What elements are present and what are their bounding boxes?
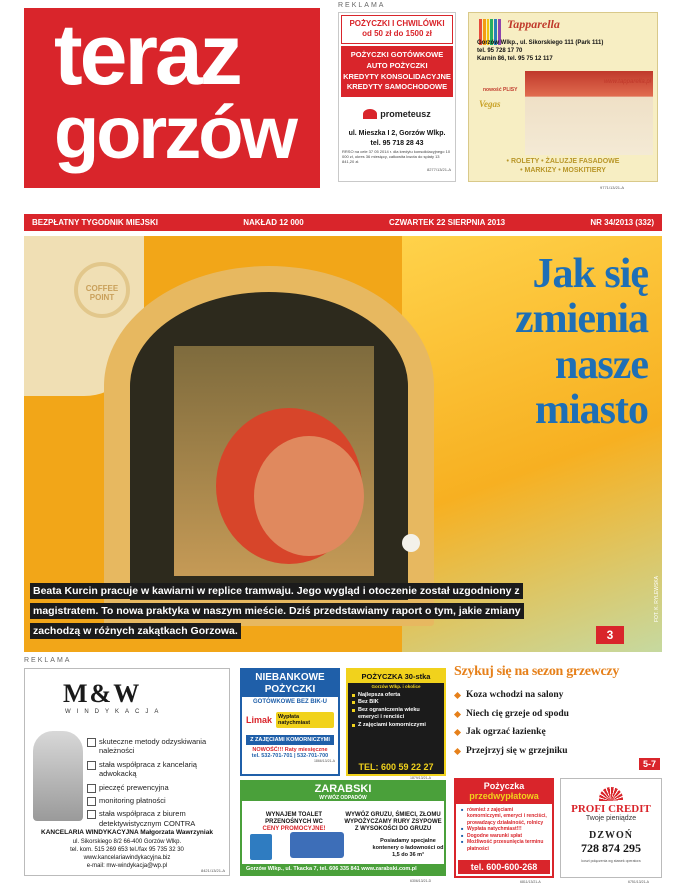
reklama-label-bottom: REKLAMA bbox=[24, 657, 72, 664]
ad-niebankowe-brand bbox=[242, 707, 338, 733]
ad-tapparella-info bbox=[477, 39, 603, 63]
ad-mw-subtitle: WINDYKACJA bbox=[65, 709, 165, 715]
ad-loans-line: KREDYTY SAMOCHODOWE bbox=[346, 82, 448, 92]
list-item[interactable]: Przejrzyj się w grzejniku bbox=[454, 742, 662, 761]
ad-mw-contact bbox=[25, 829, 229, 870]
ad-loans-offer-list bbox=[341, 46, 453, 98]
ad-przedwyplatowa-features bbox=[456, 804, 552, 856]
ad-mw-services bbox=[87, 737, 227, 832]
coffee-point-logo: COFFEE POINT bbox=[74, 262, 130, 318]
ad-loans-fine-print: RRSO na cele 37 05 2014 r. dla kredytu konsolidacyjnego 10 000 zł, okres 36 miesięcy, całkowita kwota do spłaty 13 841,20 zł. bbox=[342, 149, 451, 164]
ad-loans-line: KREDYTY KONSOLIDACYJNE bbox=[343, 71, 451, 81]
list-item: Bez BIK bbox=[352, 699, 440, 706]
cover-headline[interactable] bbox=[515, 252, 648, 433]
list-item: skuteczne metody odzyskiwania należności bbox=[87, 737, 227, 756]
ad-tapparella-website[interactable]: www.tapparella.pl bbox=[603, 79, 651, 85]
limak-logo: Limak bbox=[246, 715, 273, 725]
heating-season-teaser[interactable] bbox=[454, 664, 662, 774]
ad-30-title: POŻYCZKA 30-stka bbox=[348, 670, 444, 683]
cover-story[interactable] bbox=[24, 236, 662, 652]
ad-tapparella-products-line: • MARKIZY • MOSKITIERY bbox=[520, 167, 606, 175]
ad-niebankowe-phone: tel. 532-701-701 | 532-701-700 bbox=[251, 753, 329, 759]
ad-niebankowe-title: NIEBANKOWE POŻYCZKI bbox=[242, 670, 338, 697]
photo-credit: FOT. K. RYLEWSKA bbox=[654, 576, 660, 623]
ad-loans-brand bbox=[339, 99, 455, 129]
ad-przedwyplatowa-title bbox=[456, 780, 552, 804]
ad-tapparella-info-line: Gorzów Wlkp., ul. Sikorskiego 111 (Park 111) bbox=[477, 40, 604, 46]
heating-topics bbox=[454, 686, 662, 760]
prometeusz-logo-icon bbox=[363, 109, 377, 119]
list-item: ■ Możliwość przesunięcia terminu płatności bbox=[461, 839, 547, 852]
ad-code: 1866/13/21-A bbox=[313, 759, 335, 763]
heating-title: Szykuj się na sezon grzewczy bbox=[454, 664, 620, 679]
ad-profi-phone: 728 874 295 bbox=[581, 841, 641, 855]
ad-mw-website[interactable]: www.kancelariawindykacyjna.biz bbox=[83, 854, 171, 861]
ad-code: 6811/13/21-A bbox=[520, 880, 541, 884]
ad-tapparella[interactable] bbox=[468, 12, 658, 182]
ad-zarabski[interactable] bbox=[240, 780, 446, 876]
issue-number: NR 34/2013 (332) bbox=[590, 218, 654, 227]
ad-tapparella-products bbox=[469, 157, 657, 175]
ad-mw-windykacja[interactable] bbox=[24, 668, 230, 876]
list-item: ■ Wypłata natychmiast!!! bbox=[461, 826, 547, 833]
ad-loans-line: AUTO POŻYCZKI bbox=[366, 60, 428, 70]
list-item[interactable]: Koza wchodzi na salony bbox=[454, 686, 662, 705]
ad-przedwyplatowa-title-line: przedwypłatowa bbox=[469, 790, 539, 801]
list-item[interactable]: Jak ogrzać łazienkę bbox=[454, 723, 662, 742]
ad-loans-headline: POŻYCZKI I CHWILÓWKI od 50 zł do 1500 zł bbox=[341, 15, 453, 44]
portable-toilet-icon bbox=[250, 834, 272, 860]
issue-date: CZWARTEK 22 SIERPNIA 2013 bbox=[388, 218, 506, 227]
issue-info-bar bbox=[24, 214, 662, 231]
ad-niebankowe-komornik: Z ZAJĘCIAMI KOMORNICZYMI bbox=[246, 735, 334, 745]
ad-zarabski-toilets bbox=[246, 812, 342, 834]
page-reference-badge[interactable]: 3 bbox=[596, 626, 624, 644]
ad-30-phone: TEL: 600 59 22 27 bbox=[358, 762, 434, 772]
ad-tapparella-new-label: nowość PLISY bbox=[483, 87, 518, 93]
cover-caption-text: Beata Kurcin pracuje w kawiarni w replice tramwaju. Jego wygląd i otoczenie został uzgodniony z magistratem. To nowa praktyka w naszym mieście. Dziś przedstawiamy raport o tym, jakie zmiany zachodzą w różnych zakątkach Gorzowa. bbox=[30, 583, 524, 639]
list-item: Z zajęciami komorniczymi bbox=[352, 722, 440, 729]
ad-loans-brand-name: prometeusz bbox=[380, 109, 431, 120]
ad-tapparella-product: Vegas bbox=[479, 99, 501, 109]
ad-zarabski-services: WYWÓZ GRUZU, ŚMIECI, ZŁOMU WYPOŻYCZAMY RURY ZSYPOWE Z WYSOKOŚCI DO GRUZU bbox=[344, 812, 442, 833]
headline-line: nasze bbox=[555, 341, 648, 388]
ad-pozyczka-30[interactable] bbox=[346, 668, 446, 776]
ad-code: 9771/13/21-A bbox=[600, 185, 625, 190]
ad-zarabski-containers: Posiadamy specjalne kontenery o ładowności od 1,5 do 36 m³ bbox=[372, 838, 444, 858]
headline-line: zmienia bbox=[515, 296, 648, 343]
ad-code: 8277/13/21-A bbox=[426, 166, 451, 172]
headline-line: Jak się bbox=[532, 251, 648, 297]
ad-zarabski-title: ZARABSKI bbox=[242, 782, 444, 796]
ad-mw-phone: tel. kom. 515 269 653 tel./fax 95 735 32 30 bbox=[70, 846, 184, 853]
list-item: ■ również z zajęciami komorniczymi, emeryci i renciści, prowadzący działalność, rolnicy bbox=[461, 807, 547, 827]
truck-icon bbox=[290, 832, 344, 858]
ad-profi-fine-print: koszt połączenia wg stawek operatora bbox=[581, 859, 641, 863]
ad-niebankowe-badge: Wypłata natychmiast bbox=[276, 712, 334, 728]
justice-statue-icon bbox=[33, 731, 83, 821]
masthead-logo bbox=[24, 8, 320, 188]
reklama-label-top: REKLAMA bbox=[338, 2, 386, 9]
cover-caption bbox=[30, 581, 570, 641]
list-item: Najlepsza oferta bbox=[352, 692, 440, 699]
ad-tapparella-info-line: tel. 95 728 17 70 bbox=[477, 48, 523, 55]
list-item[interactable]: Niech cię grzeje od spodu bbox=[454, 705, 662, 724]
ad-tapparella-name: Tapparella bbox=[507, 17, 560, 31]
ad-code: 6751/13/21-A bbox=[628, 880, 650, 884]
ad-loans-line: POŻYCZKI GOTÓWKOWE bbox=[350, 49, 444, 59]
ad-loans-prometeusz[interactable] bbox=[338, 12, 456, 182]
ad-pozyczka-przedwyplatowa[interactable] bbox=[454, 778, 554, 878]
circulation: NAKŁAD 12 000 bbox=[243, 218, 304, 227]
list-item: monitoring płatności bbox=[87, 796, 227, 805]
hero-portrait bbox=[254, 436, 364, 556]
profi-credit-logo-icon bbox=[599, 787, 623, 801]
ad-tapparella-info-line: Karnin 86, tel. 95 75 12 117 bbox=[477, 56, 553, 63]
ad-profi-slogan: Twoje pieniądze bbox=[585, 815, 637, 822]
ad-loans-address: ul. Mieszka I 2, Gorzów Wlkp. bbox=[348, 130, 446, 138]
page-reference-badge[interactable]: 5-7 bbox=[639, 758, 660, 770]
hero-street-lamp bbox=[402, 534, 420, 552]
ad-niebankowe-pozyczki[interactable] bbox=[240, 668, 340, 776]
ad-loans-phone: tel. 95 718 28 43 bbox=[370, 139, 424, 147]
ad-code: 8421/13/21-A bbox=[200, 868, 225, 873]
paper-type: BEZPŁATNY TYGODNIK MIEJSKI bbox=[32, 218, 158, 227]
logo-word-teraz: teraz bbox=[54, 7, 240, 103]
ad-niebankowe-subtitle: GOTÓWKOWE BEZ BIK-U bbox=[253, 699, 327, 705]
list-item: ■ Dogodne warunki spłat bbox=[461, 833, 547, 840]
ad-niebankowe-new: NOWOŚĆ!!! Raty miesięczne bbox=[252, 747, 328, 753]
ad-code: 6306/13/21-D bbox=[410, 879, 432, 883]
headline-line: miasto bbox=[535, 387, 648, 434]
ad-mw-logo: M&W bbox=[63, 679, 142, 708]
ad-zarabski-promo: CENY PROMOCYJNE! bbox=[262, 826, 326, 833]
ad-przedwyplatowa-phone: tel. 600-600-268 bbox=[458, 860, 550, 874]
ad-profi-call: DZWOŃ bbox=[589, 830, 633, 841]
ad-mw-company: KANCELARIA WINDYKACYJNA Małgorzata Wawrzyniak bbox=[41, 829, 213, 836]
ad-przedwyplatowa-title-line: Pożyczka bbox=[483, 781, 525, 791]
ad-profi-name: PROFI CREDIT bbox=[571, 803, 651, 815]
list-item: stała współpraca z kancelarią adwokacką bbox=[87, 760, 227, 779]
ad-code: 1879/13/21-A bbox=[410, 776, 432, 780]
ad-profi-credit[interactable] bbox=[560, 778, 662, 878]
logo-word-gorzow: gorzów bbox=[54, 91, 295, 174]
ad-zarabski-subtitle: WYWÓZ ODPADÓW bbox=[242, 795, 444, 801]
list-item: stała współpraca z biurem detektywistycznym CONTRA bbox=[87, 809, 227, 828]
list-item: Bez ograniczenia wieku emeryci i renciści bbox=[352, 707, 440, 722]
ad-zarabski-toilets-text: WYNAJEM TOALET PRZENOŚNYCH WC bbox=[265, 812, 323, 826]
ad-tapparella-products-line: • ROLETY • ŻALUZJE FASADOWE bbox=[506, 158, 620, 165]
ad-30-subtitle: Gorzów Wlkp. i okolice bbox=[371, 684, 421, 689]
ad-30-features bbox=[348, 690, 444, 731]
list-item: pieczęć prewencyjna bbox=[87, 783, 227, 792]
ad-mw-email[interactable]: e-mail: mw-windykacja@wp.pl bbox=[86, 863, 168, 870]
ad-zarabski-contact: Gorzów Wlkp., ul. Tkacka 7, tel. 606 335 841 www.zarabski.com.pl bbox=[242, 864, 444, 874]
ad-mw-address: ul. Sikorskiego 8/2 66-400 Gorzów Wlkp. bbox=[72, 838, 182, 845]
